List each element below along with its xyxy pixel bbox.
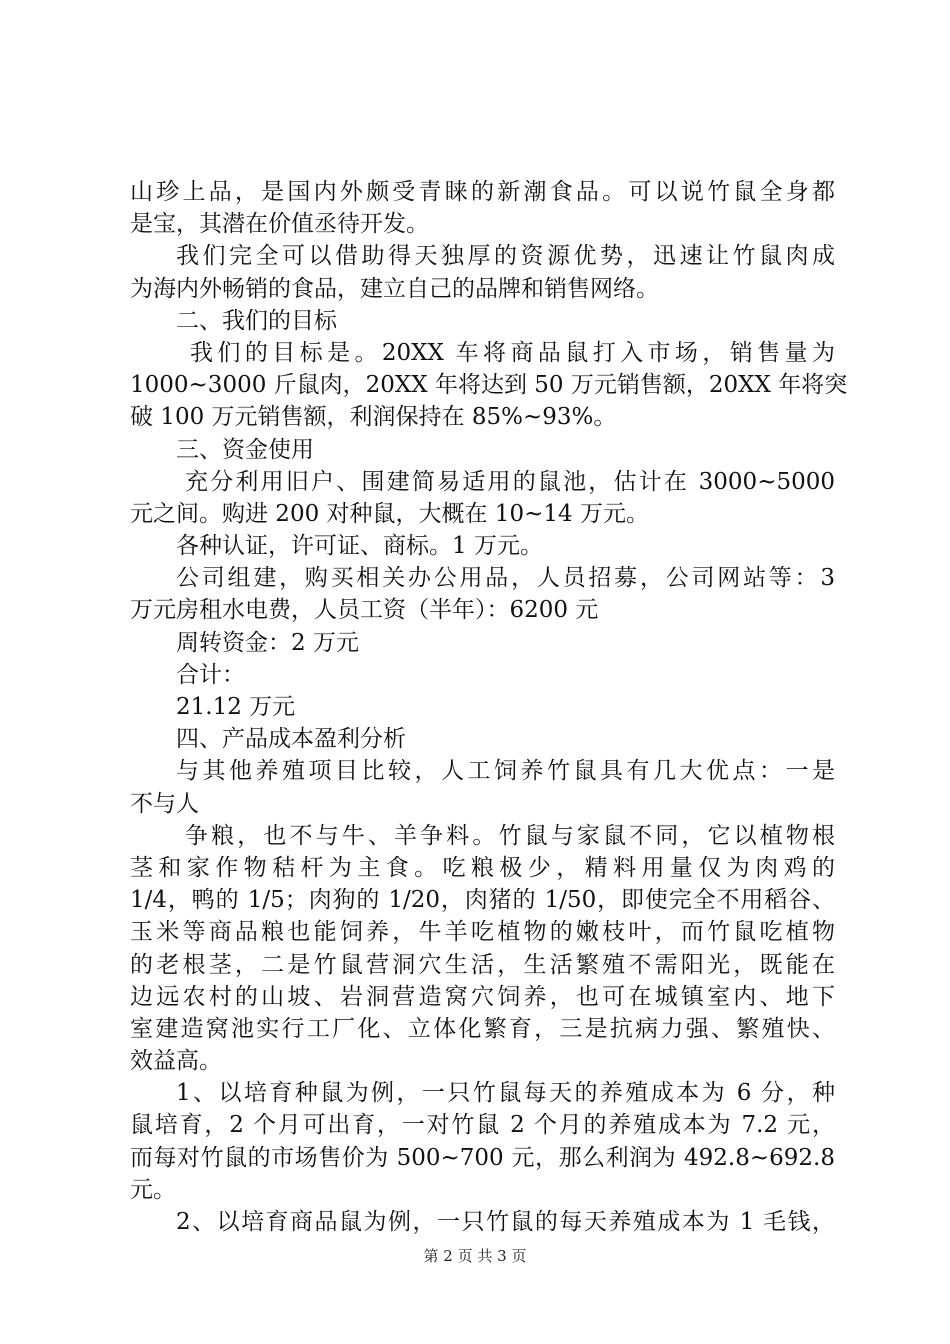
text-line: 1、以培育种鼠为例，一只竹鼠每天的养殖成本为 6 分，种 [176, 1080, 835, 1107]
page-footer: 第 2 页 共 3 页 [423, 1247, 527, 1265]
text-line: 与其他养殖项目比较，人工饲养竹鼠具有几大优点：一是 [176, 758, 835, 785]
text-line: 鼠培育，2 个月可出育，一对竹鼠 2 个月的养殖成本为 7.2 元， [130, 1112, 835, 1139]
text-line: 山珍上品，是国内外颇受青睐的新潮食品。可以说竹鼠全身都 [130, 179, 835, 205]
text-line: 是宝，其潜在价值丞待开发。 [130, 211, 429, 238]
text-line: 充分利用旧户、围建简易适用的鼠池，估计在 3000~5000 [185, 468, 835, 495]
text-line: 四、产品成本盈利分析 [176, 726, 406, 753]
text-line: 周转资金：2 万元 [176, 629, 359, 656]
text-line: 元。 [130, 1176, 176, 1203]
document-body [130, 176, 848, 1238]
text-line: 玉米等商品粮也能饲养，牛羊吃植物的嫩枝叶，而竹鼠吃植物 [130, 919, 835, 946]
text-line: 茎和家作物秸杆为主食。吃粮极少，精料用量仅为肉鸡的 [130, 854, 835, 881]
text-line: 三、资金使用 [176, 436, 314, 463]
text-line: 室建造窝池实行工厂化、立体化繁育，三是抗病力强、繁殖快、 [130, 1015, 835, 1042]
text-line: 元之间。购进 200 对种鼠，大概在 10~14 万元。 [130, 500, 649, 527]
text-line: 公司组建，购买相关办公用品，人员招募，公司网站等：3 [176, 565, 835, 592]
text-line: 的老根茎，二是竹鼠营洞穴生活，生活繁殖不需阳光，既能在 [130, 951, 835, 978]
text-line: 效益高。 [130, 1048, 222, 1075]
text-line: 我们的目标是。20XX 车将商品鼠打入市场，销售量为 [190, 339, 835, 366]
text-line: 2、以培育商品鼠为例，一只竹鼠的每天养殖成本为 1 毛钱， [176, 1209, 835, 1235]
text-line: 边远农村的山坡、岩洞营造窝穴饲养，也可在城镇室内、地下 [130, 983, 835, 1010]
text-line: 合计： [176, 661, 245, 688]
text-line: 1000~3000 斤鼠肉，20XX 年将达到 50 万元销售额，20XX 年将突 [130, 372, 848, 399]
text-line: 而每对竹鼠的市场售价为 500~700 元，那么利润为 492.8~692.8 [130, 1144, 835, 1171]
text-line: 万元房租水电费，人员工资（半年）：6200 元 [130, 597, 599, 624]
text-line: 为海内外畅销的食品，建立自己的品牌和销售网络。 [130, 275, 659, 302]
text-line: 不与人 [130, 790, 199, 817]
text-line: 各种认证，许可证、商标。1 万元。 [176, 533, 543, 560]
text-line: 21.12 万元 [176, 694, 296, 720]
text-line: 破 100 万元销售额，利润保持在 85%~93%。 [130, 404, 617, 431]
text-line: 二、我们的目标 [176, 307, 337, 334]
text-line: 我们完全可以借助得天独厚的资源优势，迅速让竹鼠肉成 [176, 243, 835, 270]
text-line: 争粮，也不与牛、羊争料。竹鼠与家鼠不同，它以植物根 [185, 822, 835, 849]
text-line: 1/4，鸭的 1/5；肉狗的 1/20，肉猪的 1/50，即使完全不用稻谷、 [130, 887, 835, 914]
